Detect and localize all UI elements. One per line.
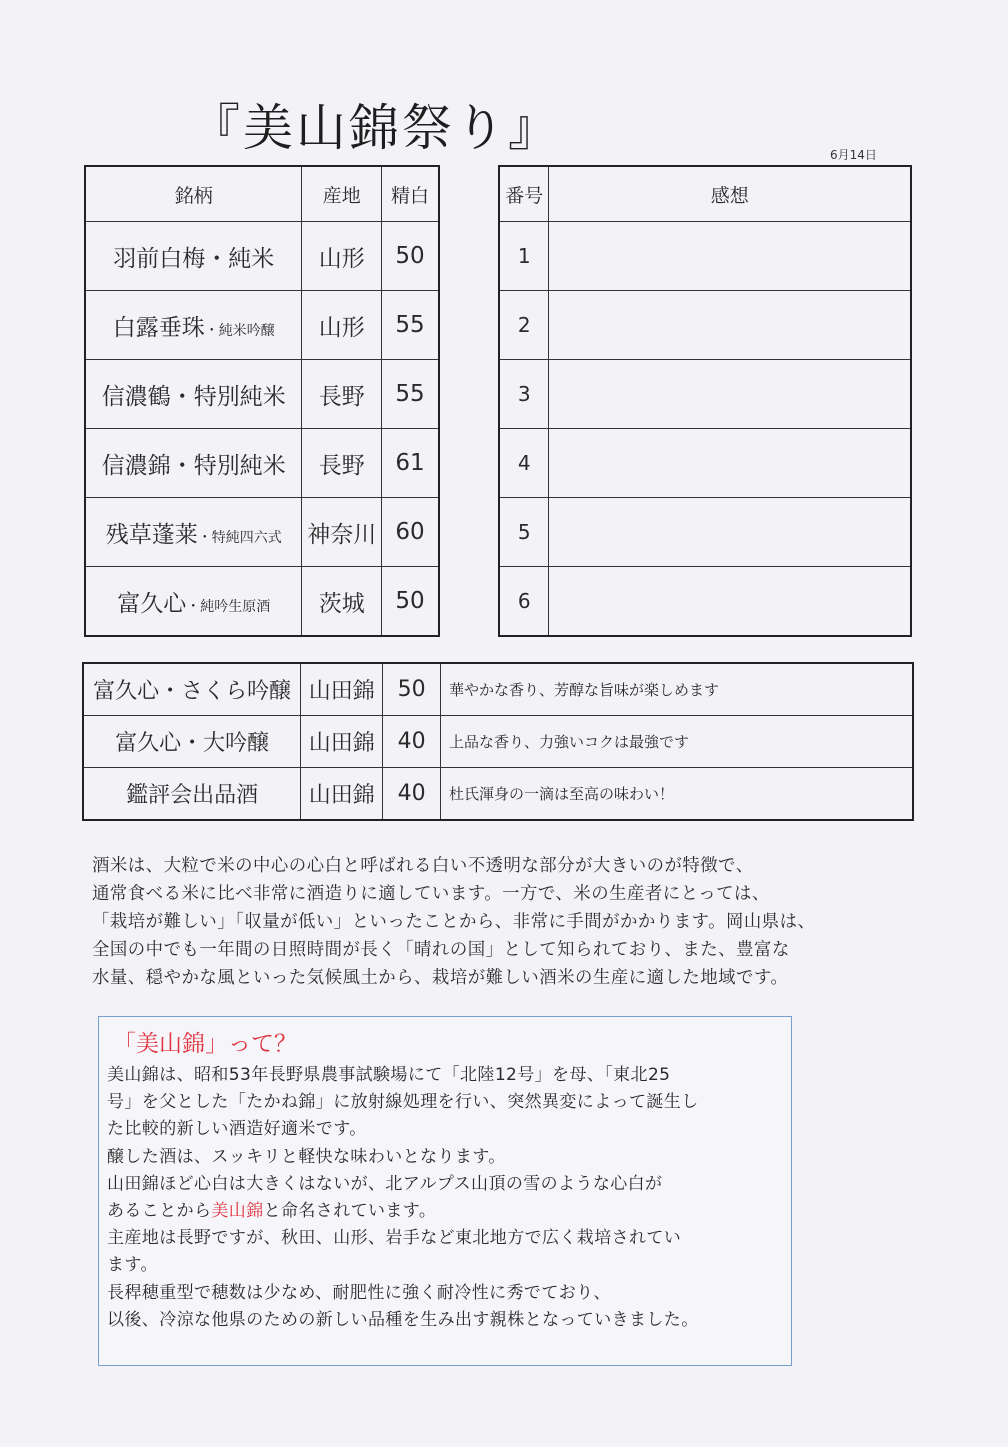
naming-prefix: あることから <box>107 1201 212 1222</box>
box-line: 山田錦ほど心白は大きくはないが、北アルプス山頂の雪のような心白が <box>107 1173 663 1194</box>
tasting-note-cell: 杜氏渾身の一滴は至高の味わい！ <box>440 768 913 821</box>
intro-line: 水量、穏やかな風といった気候風土から、栽培が難しい酒米の生産に適した地域です。 <box>92 968 789 988</box>
polish-cell: 50 <box>383 663 441 716</box>
sake-name-cell <box>85 429 302 498</box>
sake-name: 信濃鶴・特別純米 <box>101 383 286 410</box>
table-row <box>85 498 439 567</box>
table-row <box>85 291 439 360</box>
number-cell: 6 <box>499 567 549 637</box>
box-line: ます。 <box>107 1255 158 1276</box>
number-cell: 5 <box>499 498 549 567</box>
sake-type: ・特純四六式 <box>197 529 282 546</box>
impression-input-cell[interactable] <box>549 567 911 637</box>
table-row <box>499 222 911 291</box>
sake-name-cell: 鑑評会出品酒 <box>83 768 301 821</box>
sake-name-cell <box>85 498 302 567</box>
sake-name-cell: 富久心・大吟醸 <box>83 716 301 768</box>
table-row <box>499 291 911 360</box>
rice-cell: 山田錦 <box>301 663 383 716</box>
table-row <box>499 429 911 498</box>
sake-name: 残草蓬莱 <box>105 521 198 548</box>
origin-cell: 茨城 <box>302 567 382 637</box>
number-cell: 2 <box>499 291 549 360</box>
impression-table <box>498 165 912 637</box>
box-line-naming <box>107 1198 791 1225</box>
origin-cell: 山形 <box>302 291 382 360</box>
table-row <box>499 567 911 637</box>
sake-list-table <box>84 165 440 637</box>
naming-highlight: 美山錦 <box>211 1201 264 1222</box>
polish-cell: 50 <box>382 567 439 637</box>
column-header-brand: 銘柄 <box>85 166 302 222</box>
yamadanishiki-table <box>82 662 914 821</box>
impression-input-cell[interactable] <box>549 429 911 498</box>
column-header-number: 番号 <box>499 166 549 222</box>
polish-cell: 40 <box>383 716 441 768</box>
rice-cell: 山田錦 <box>301 768 383 821</box>
impression-input-cell[interactable] <box>549 360 911 429</box>
intro-line: 全国の中でも一年間の日照時間が長く「晴れの国」として知られており、また、豊富な <box>92 940 790 960</box>
polish-cell: 50 <box>382 222 439 291</box>
box-line: 醸した酒は、スッキリと軽快な味わいとなります。 <box>107 1146 506 1167</box>
table-row <box>499 498 911 567</box>
intro-line: 「栽培が難しい」「収量が低い」といったことから、非常に手間がかかります。岡山県は、 <box>92 912 816 932</box>
sake-rice-intro <box>92 852 892 992</box>
table-header-row <box>499 166 911 222</box>
origin-cell: 山形 <box>302 222 382 291</box>
table-row <box>85 360 439 429</box>
event-date: 6月14日 <box>830 148 877 162</box>
sake-name: 信濃錦・特別純米 <box>101 452 286 479</box>
sake-name-cell <box>85 291 302 360</box>
tasting-note-cell: 上品な香り、力強いコクは最強です <box>440 716 913 768</box>
box-title: 「美山錦」って？ <box>113 1031 297 1057</box>
sake-name-cell <box>85 222 302 291</box>
box-line: 以後、冷涼な他県のための新しい品種を生み出す親株となっていきました。 <box>107 1309 699 1330</box>
table-row <box>85 222 439 291</box>
sake-name: 富久心 <box>117 590 187 617</box>
sake-name: 白露垂珠 <box>112 314 205 341</box>
sake-name-cell <box>85 567 302 637</box>
table-row <box>85 429 439 498</box>
table-header-row <box>85 166 439 222</box>
polish-cell: 40 <box>383 768 441 821</box>
naming-suffix: と命名されています。 <box>263 1201 437 1222</box>
impression-input-cell[interactable] <box>549 222 911 291</box>
polish-cell: 55 <box>382 291 439 360</box>
table-row <box>83 768 913 821</box>
number-cell: 3 <box>499 360 549 429</box>
box-line: 美山錦は、昭和53年長野県農事試験場にて「北陸12号」を母、「東北25 <box>107 1065 671 1085</box>
intro-line: 酒米は、大粒で米の中心の心白と呼ばれる白い不透明な部分が大きいのが特徴で、 <box>92 856 754 876</box>
sake-type: ・純吟生原酒 <box>186 598 271 615</box>
column-header-polish: 精白 <box>382 166 439 222</box>
intro-line: 通常食べる米に比べ非常に酒造りに適しています。一方で、米の生産者にとっては、 <box>92 884 770 904</box>
table-row <box>83 663 913 716</box>
sake-name: 羽前白梅・純米 <box>113 245 275 272</box>
tasting-note-cell: 華やかな香り、芳醇な旨味が楽しめます <box>440 663 913 716</box>
table-row <box>85 567 439 637</box>
column-header-origin: 産地 <box>302 166 382 222</box>
sake-type: ・純米吟醸 <box>204 322 275 339</box>
number-cell: 4 <box>499 429 549 498</box>
polish-cell: 61 <box>382 429 439 498</box>
polish-cell: 60 <box>382 498 439 567</box>
box-line: 長稈穂重型で穂数は少なめ、耐肥性に強く耐冷性に秀でており、 <box>107 1282 611 1303</box>
number-cell: 1 <box>499 222 549 291</box>
origin-cell: 神奈川 <box>302 498 382 567</box>
origin-cell: 長野 <box>302 429 382 498</box>
about-miyamanishiki-box <box>98 1016 792 1366</box>
sake-name-cell: 富久心・さくら吟醸 <box>83 663 301 716</box>
box-line: 主産地は長野ですが、秋田、山形、岩手など東北地方で広く栽培されてい <box>107 1228 682 1249</box>
sake-name-cell <box>85 360 302 429</box>
impression-input-cell[interactable] <box>549 498 911 567</box>
polish-cell: 55 <box>382 360 439 429</box>
rice-cell: 山田錦 <box>301 716 383 768</box>
box-line: た比較的新しい酒造好適米です。 <box>107 1119 367 1140</box>
column-header-impression: 感想 <box>549 166 911 222</box>
table-row <box>499 360 911 429</box>
table-row <box>83 716 913 768</box>
impression-input-cell[interactable] <box>549 291 911 360</box>
box-line: 号」を父とした「たかね錦」に放射線処理を行い、突然異変によって誕生し <box>107 1092 699 1113</box>
origin-cell: 長野 <box>302 360 382 429</box>
page-title: 『美山錦祭り』 <box>190 99 561 157</box>
